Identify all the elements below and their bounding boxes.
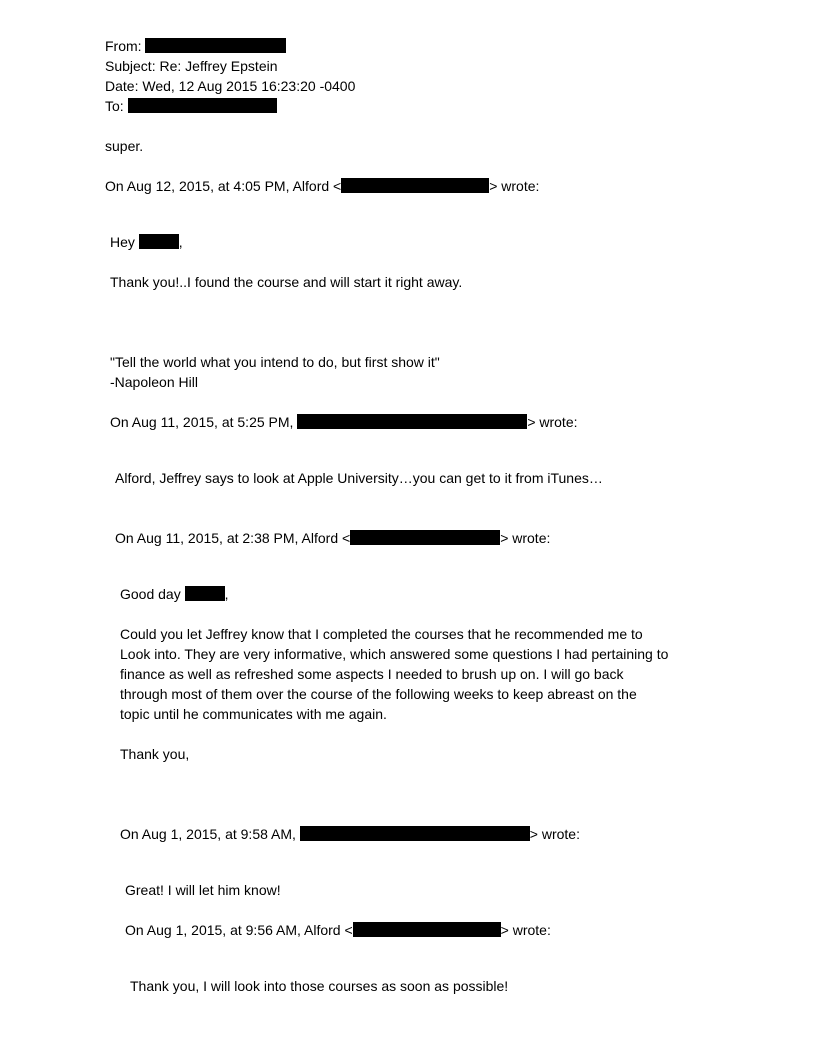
greeting-text: Hey xyxy=(110,234,135,250)
quote-3-body-line: finance as well as refreshed some aspects I needed to brush up on. I will go back xyxy=(120,666,624,682)
quote-3-body-line: Could you let Jeffrey know that I completed the courses that he recommended me to xyxy=(120,626,643,642)
quote-4-attribution xyxy=(120,824,580,844)
from-label: From: xyxy=(105,38,142,54)
greeting-suffix: , xyxy=(178,234,183,250)
quote-3-body-line: Look into. They are very informative, which answered some questions I had pertaining to xyxy=(120,646,669,662)
date-line: Date: Wed, 12 Aug 2015 16:23:20 -0400 xyxy=(105,78,356,94)
quote-2-attribution xyxy=(110,412,578,432)
redacted-to-address xyxy=(128,98,277,113)
quote-5-attribution xyxy=(125,920,551,940)
redacted-name xyxy=(139,234,179,249)
attribution-wrote: > wrote: xyxy=(500,922,551,938)
attribution-wrote: > wrote: xyxy=(529,826,580,842)
redacted-email xyxy=(350,530,500,545)
redacted-email xyxy=(341,178,489,193)
quote-1-signature-author: -Napoleon Hill xyxy=(110,374,198,390)
attribution-text: On Aug 1, 2015, at 9:58 AM, xyxy=(120,826,296,842)
subject-line: Subject: Re: Jeffrey Epstein xyxy=(105,58,278,74)
redacted-from-address xyxy=(145,38,286,53)
reply-body: super. xyxy=(105,138,144,154)
attribution-text: On Aug 11, 2015, at 2:38 PM, Alford < xyxy=(115,530,351,546)
redacted-sender xyxy=(300,826,530,841)
redacted-sender xyxy=(297,414,527,429)
attribution-text: On Aug 12, 2015, at 4:05 PM, Alford < xyxy=(105,178,342,194)
quote-5-body: Thank you, I will look into those courses as soon as possible! xyxy=(130,978,509,994)
attribution-wrote: > wrote: xyxy=(527,414,578,430)
greeting-text: Good day xyxy=(120,586,181,602)
quote-1-body: Thank you!..I found the course and will start it right away. xyxy=(110,274,463,290)
quote-3-body-line: topic until he communicates with me again. xyxy=(120,706,387,722)
redacted-name xyxy=(185,586,225,601)
to-label: To: xyxy=(105,98,124,114)
quote-4-body: Great! I will let him know! xyxy=(125,882,281,898)
quote-3-attribution xyxy=(115,528,550,548)
quote-3-greeting xyxy=(120,584,229,604)
attribution-text: On Aug 1, 2015, at 9:56 AM, Alford < xyxy=(125,922,353,938)
quote-3-body-line: through most of them over the course of the following weeks to keep abreast on the xyxy=(120,686,637,702)
to-line xyxy=(105,96,277,116)
from-line xyxy=(105,36,286,56)
attribution-wrote: > wrote: xyxy=(489,178,540,194)
greeting-suffix: , xyxy=(224,586,229,602)
quote-1-attribution xyxy=(105,176,539,196)
quote-1-signature-quote: "Tell the world what you intend to do, but first show it" xyxy=(110,354,440,370)
attribution-wrote: > wrote: xyxy=(500,530,551,546)
quote-2-body: Alford, Jeffrey says to look at Apple University…you can get to it from iTunes… xyxy=(115,470,603,486)
redacted-email xyxy=(353,922,501,937)
attribution-text: On Aug 11, 2015, at 5:25 PM, xyxy=(110,414,294,430)
quote-3-closing: Thank you, xyxy=(120,746,190,762)
quote-1-greeting xyxy=(110,232,183,252)
